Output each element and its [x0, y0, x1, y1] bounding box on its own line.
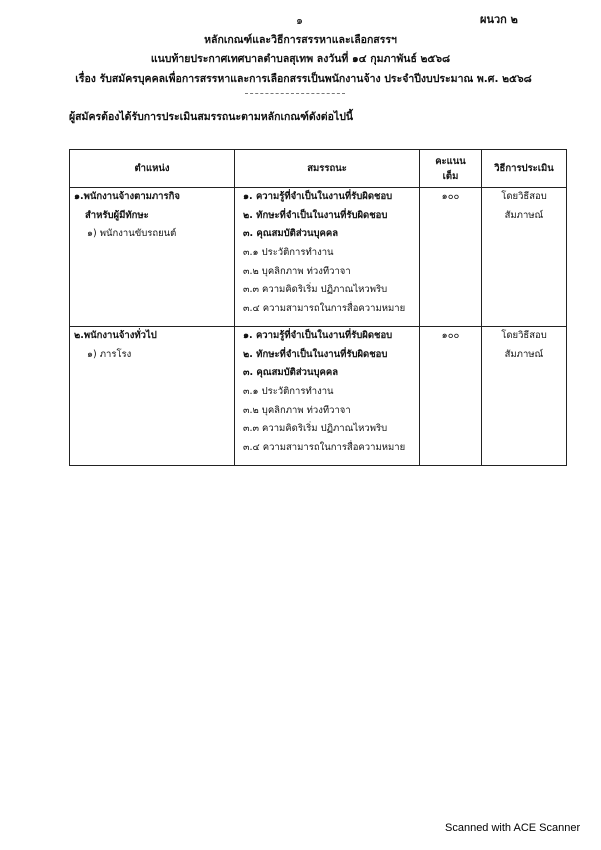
competency-subitem: ๓.๓ ความคิดริเริ่ม ปฏิภาณไหวพริบ — [243, 284, 388, 296]
competency-cell — [235, 327, 420, 466]
competency-subitem: ๓.๔ ความสามารถในการสื่อความหมาย — [243, 303, 406, 315]
competency-subitem: ๓.๑ ประวัติการทำงาน — [243, 247, 334, 259]
competency-item: ๑. ความรู้ที่จำเป็นในงานที่รับผิดชอบ — [243, 330, 393, 341]
table-header-row — [70, 150, 567, 188]
table-row — [70, 188, 567, 327]
competency-subitem: ๓.๒ บุคลิกภาพ ท่วงทีวาจา — [243, 404, 351, 416]
method-cell — [482, 327, 567, 466]
competency-item: ๒. ทักษะที่จำเป็นในงานที่รับผิดชอบ — [243, 209, 388, 221]
header-full-score — [420, 150, 482, 188]
position-subitem: ๑) ภารโรง — [87, 348, 132, 360]
competency-subitem: ๓.๒ บุคลิกภาพ ท่วงทีวาจา — [243, 265, 351, 277]
document-title: หลักเกณฑ์และวิธีการสรรหาและเลือกสรรฯ — [204, 34, 397, 46]
scanner-watermark: Scanned with ACE Scanner — [445, 822, 581, 834]
header-assessment-method: วิธีการประเมิน — [482, 150, 567, 188]
header-position: ตำแหน่ง — [70, 150, 235, 188]
position-cell — [70, 188, 235, 327]
document-subtitle: แนบท้ายประกาศเทศบาลตำบลสุเทพ ลงวันที่ ๑๔ กุมภาพันธ์ ๒๕๖๘ — [150, 53, 451, 65]
header-competency: สมรรถนะ — [235, 150, 420, 188]
method-line: สัมภาษณ์ — [504, 348, 544, 360]
criteria-table — [69, 149, 567, 466]
document-subject: เรื่อง รับสมัครบุคคลเพื่อการสรรหาและการเลือกสรรเป็นพนักงานจ้าง ประจำปีงบประมาณ พ.ศ. ๒๕๖๘ — [75, 73, 532, 85]
method-cell — [482, 188, 567, 327]
method-line: โดยวิธีสอบ — [501, 191, 547, 202]
header-score-line: เต็ม — [442, 170, 459, 182]
competency-item: ๑. ความรู้ที่จำเป็นในงานที่รับผิดชอบ — [243, 191, 393, 202]
competency-subitem: ๓.๔ ความสามารถในการสื่อความหมาย — [243, 442, 406, 454]
competency-subitem: ๓.๓ ความคิดริเริ่ม ปฏิภาณไหวพริบ — [243, 423, 388, 435]
method-line: สัมภาษณ์ — [504, 209, 544, 221]
score-cell — [420, 188, 482, 327]
position-subitem: ๑) พนักงานขับรถยนต์ — [87, 228, 177, 240]
dashed-divider — [245, 93, 345, 94]
intro-text: ผู้สมัครต้องได้รับการประเมินสมรรถนะตามหลักเกณฑ์ดังต่อไปนี้ — [69, 111, 354, 123]
annex-label: ผนวก ๒ — [480, 13, 518, 26]
page-number: ๑ — [296, 14, 303, 27]
score-cell — [420, 327, 482, 466]
position-title: ๑.พนักงานจ้างตามภารกิจ — [74, 191, 180, 202]
competency-item: ๓. คุณสมบัติส่วนบุคคล — [243, 228, 339, 240]
full-score: ๑๐๐ — [441, 191, 460, 202]
table-row — [70, 327, 567, 466]
header-score-line: คะแนน — [435, 155, 466, 167]
competency-item: ๒. ทักษะที่จำเป็นในงานที่รับผิดชอบ — [243, 348, 388, 360]
competency-subitem: ๓.๑ ประวัติการทำงาน — [243, 386, 334, 398]
competency-item: ๓. คุณสมบัติส่วนบุคคล — [243, 367, 339, 379]
method-line: โดยวิธีสอบ — [501, 330, 547, 341]
competency-cell — [235, 188, 420, 327]
position-cell — [70, 327, 235, 466]
position-title: ๒.พนักงานจ้างทั่วไป — [74, 330, 157, 341]
position-title-cont: สำหรับผู้มีทักษะ — [85, 209, 149, 221]
full-score: ๑๐๐ — [441, 330, 460, 341]
